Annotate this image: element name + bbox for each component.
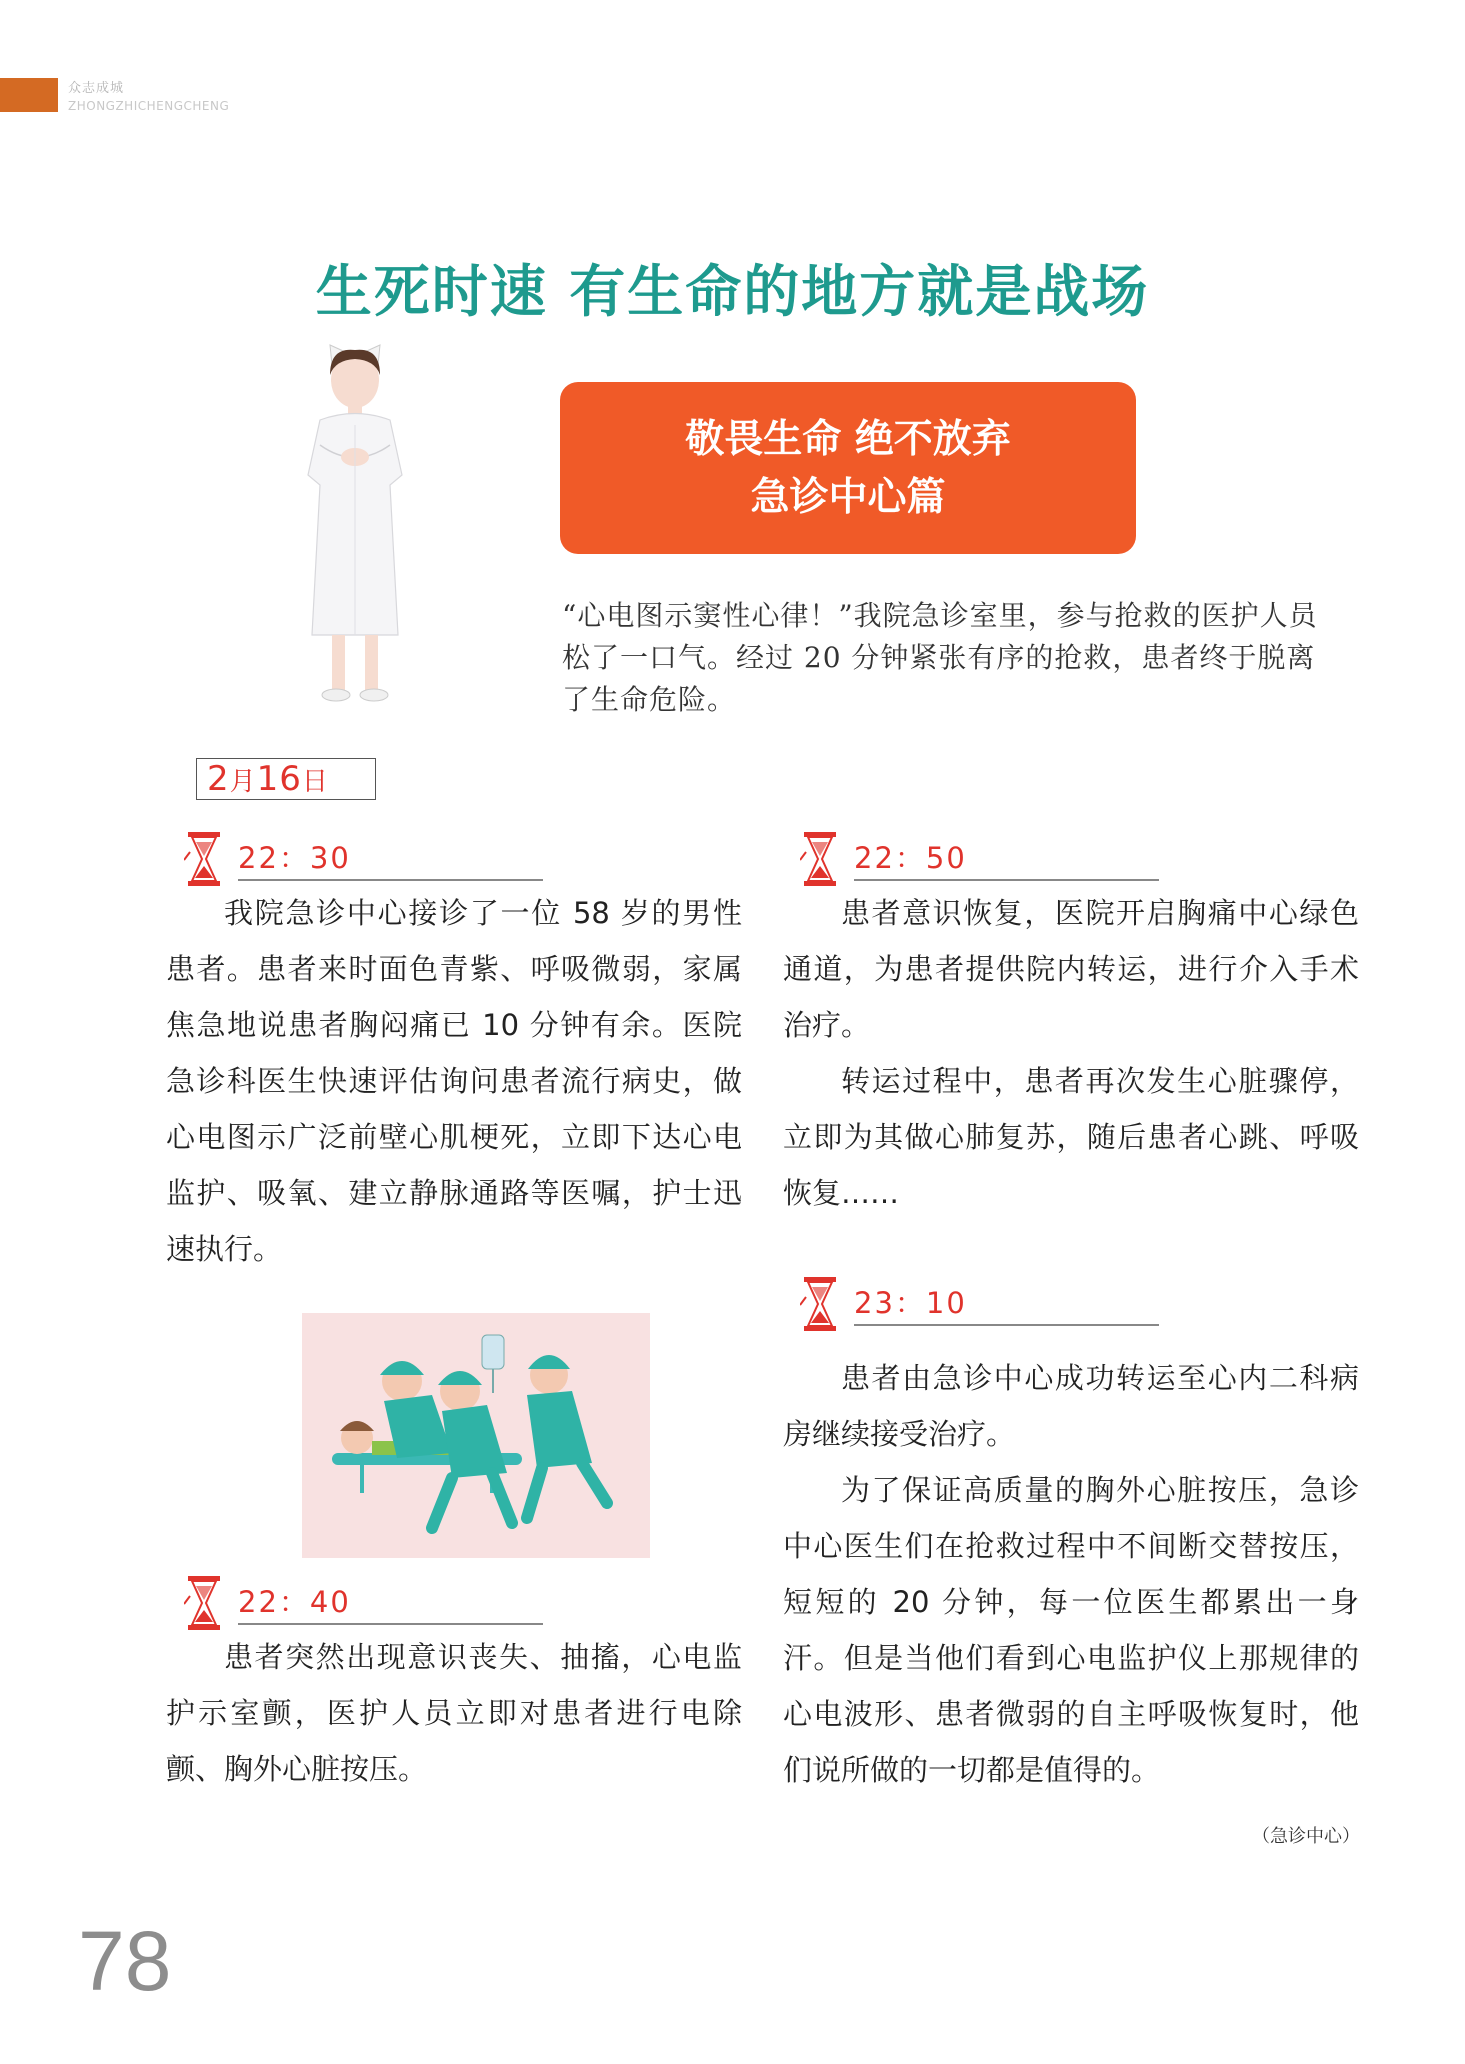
magazine-name: 众志成城	[68, 81, 125, 96]
time-label: 22：40	[238, 1585, 351, 1619]
paragraph: 患者突然出现意识丧失、抽搐，心电监护示室颤，医护人员立即对患者进行电除颤、胸外心脏按压。	[166, 1640, 742, 1786]
paragraph: 转运过程中，患者再次发生心脏骤停，立即为其做心肺复苏，随后患者心跳、呼吸恢复……	[783, 1064, 1359, 1210]
time-label: 22：50	[854, 841, 967, 875]
time-underline	[854, 1324, 1159, 1326]
date-month: 2	[207, 759, 230, 799]
entry-text	[166, 1629, 742, 1797]
page-title: 生死时速 有生命的地方就是战场	[315, 259, 1150, 325]
section-heading-box	[560, 382, 1136, 554]
article-source: （急诊中心）	[1252, 1826, 1360, 1847]
hourglass-icon	[184, 830, 224, 888]
time-label: 22：30	[238, 841, 351, 875]
nurse-illustration	[270, 335, 440, 715]
paragraph: 我院急诊中心接诊了一位 58 岁的男性患者。患者来时面色青紫、呼吸微弱，家属焦急地说患者胸闷痛已 10 分钟有余。医院急诊科医生快速评估询问患者流行病史，做心电图示广泛前壁心肌梗死，立即下达心电监护、吸氧、建立静脉通路等医嘱，护士迅速执行。	[166, 896, 742, 1266]
entry-text	[783, 885, 1359, 1221]
time-heading	[800, 830, 1180, 880]
entry-text	[166, 885, 742, 1277]
entry-text	[783, 1350, 1359, 1798]
paragraph: 为了保证高质量的胸外心脏按压，急诊中心医生们在抢救过程中不间断交替按压，短短的 20 分钟，每一位医生都累出一身汗。但是当他们看到心电监护仪上那规律的心电波形、患者微弱的自主呼吸恢复时，他们说所做的一切都是值得的。	[783, 1473, 1359, 1787]
medical-team-cartoon	[302, 1313, 650, 1558]
time-label: 23：10	[854, 1286, 967, 1320]
time-heading	[184, 1574, 564, 1624]
date-badge	[196, 758, 376, 800]
section-heading-line1: 敬畏生命 绝不放弃	[685, 416, 1011, 462]
time-underline	[238, 879, 543, 881]
date-day-unit: 日	[301, 767, 329, 797]
date-month-unit: 月	[229, 767, 257, 797]
header-color-bar	[0, 78, 58, 112]
hourglass-icon	[184, 1574, 224, 1632]
page-number: 78	[78, 1914, 172, 2008]
section-heading-line2: 急诊中心篇	[750, 474, 946, 520]
hourglass-icon	[800, 830, 840, 888]
magazine-name-pinyin: ZHONGZHICHENGCHENG	[68, 99, 230, 113]
paragraph: 患者由急诊中心成功转运至心内二科病房继续接受治疗。	[783, 1361, 1359, 1451]
time-underline	[854, 879, 1159, 881]
time-underline	[238, 1623, 543, 1625]
date-day: 16	[256, 759, 302, 799]
time-heading	[184, 830, 564, 880]
hourglass-icon	[800, 1275, 840, 1333]
intro-paragraph: “心电图示窦性心律！”我院急诊室里，参与抢救的医护人员松了一口气。经过 20 分钟紧张有序的抢救，患者终于脱离了生命危险。	[562, 599, 1318, 716]
paragraph: 患者意识恢复，医院开启胸痛中心绿色通道，为患者提供院内转运，进行介入手术治疗。	[783, 896, 1359, 1042]
time-heading	[800, 1275, 1180, 1325]
